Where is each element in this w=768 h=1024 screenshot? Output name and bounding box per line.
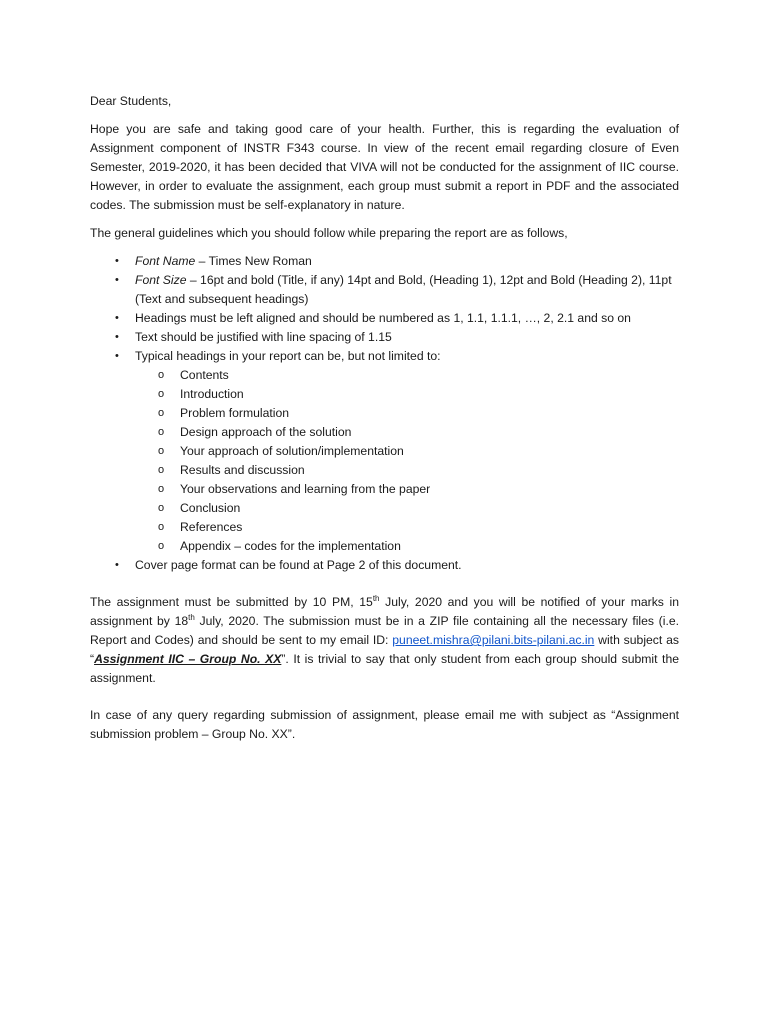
font-name-text: – Times New Roman — [195, 254, 312, 268]
cover-page-text: Cover page format can be found at Page 2 of this document. — [135, 558, 462, 572]
list-item — [90, 271, 679, 309]
sub-list-text: Problem formulation — [180, 406, 290, 420]
bullet-icon: • — [115, 350, 119, 362]
sub-list-item — [135, 366, 679, 385]
sub-list-text: Introduction — [180, 387, 244, 401]
document-page — [90, 92, 679, 744]
list-item — [90, 556, 679, 575]
sub-list-text: Design approach of the solution — [180, 425, 352, 439]
font-size-label: Font Size — [135, 273, 187, 287]
query-paragraph: In case of any query regarding submission of assignment, please email me with subject as “Assignment submission problem – Group No. XX”. — [90, 708, 679, 741]
sub-list-item — [135, 385, 679, 404]
circle-bullet-icon: o — [158, 464, 165, 476]
circle-bullet-icon: o — [158, 426, 165, 438]
bullet-icon: • — [115, 331, 119, 343]
deadline-text: July, 2020. The submission must be in a ZIP file containing all the necessary files (i.e. Report and Codes) and should be sent to my email ID: — [90, 614, 680, 647]
sub-list-item — [135, 499, 679, 518]
salutation: Dear Students, — [90, 94, 172, 108]
deadline-text: July, 2020 and you will be notified of your marks in assignment by 18 — [90, 595, 679, 628]
circle-bullet-icon: o — [158, 445, 165, 457]
circle-bullet-icon: o — [158, 407, 165, 419]
intro-paragraph: Hope you are safe and taking good care of your health. Further, this is regarding the evaluation of Assignment component of INSTR F343 course. In view of the recent email regarding closure of Even Semester, 2019-2020, it has been decided that VIVA will not be conducted for the assignment of IIC course. However, in order to evaluate the assignment, each group must submit a report in PDF and the associated codes. The submission must be self-explanatory in nature. — [90, 122, 679, 212]
sub-list-text: Contents — [180, 368, 229, 382]
sub-list-text: Results and discussion — [180, 463, 305, 477]
sub-list-item — [135, 404, 679, 423]
text-justified-text: Text should be justified with line spacing of 1.15 — [135, 330, 392, 344]
bullet-icon: • — [115, 312, 119, 324]
sub-list-text: Your approach of solution/implementation — [180, 444, 404, 458]
deadline-text: ”. It is trivial to say that only student from each group should submit the assignment. — [90, 652, 679, 685]
deadline-paragraph — [90, 593, 679, 688]
sub-list-text: Your observations and learning from the paper — [180, 482, 431, 496]
email-subject: Assignment IIC – Group No. XX — [94, 652, 282, 666]
sub-list-text: References — [180, 520, 243, 534]
bullet-icon: • — [115, 559, 119, 571]
deadline-text: with subject as “ — [90, 633, 679, 666]
font-size-text: – 16pt and bold (Title, if any) 14pt and Bold, (Heading 1), 12pt and Bold (Heading 2), 11pt (Text and subsequent headings) — [135, 273, 672, 306]
deadline-text: The assignment must be submitted by 10 PM, 15 — [90, 595, 373, 609]
circle-bullet-icon: o — [158, 369, 165, 381]
circle-bullet-icon: o — [158, 483, 165, 495]
guidelines-list — [90, 252, 679, 575]
circle-bullet-icon: o — [158, 521, 165, 533]
ordinal-suffix: th — [188, 612, 195, 622]
sub-list-item — [135, 461, 679, 480]
circle-bullet-icon: o — [158, 540, 165, 552]
sub-list-item — [135, 537, 679, 556]
circle-bullet-icon: o — [158, 388, 165, 400]
email-link[interactable]: puneet.mishra@pilani.bits-pilani.ac.in — [392, 633, 595, 647]
bullet-icon: • — [115, 274, 119, 286]
sub-list-item — [135, 442, 679, 461]
font-name-label: Font Name — [135, 254, 196, 268]
list-item — [90, 347, 679, 556]
typical-headings-text: Typical headings in your report can be, but not limited to: — [135, 349, 441, 363]
sub-list-item — [135, 518, 679, 537]
headings-alignment-text: Headings must be left aligned and should be numbered as 1, 1.1, 1.1.1, …, 2, 2.1 and so on — [135, 311, 631, 325]
sub-list-text: Conclusion — [180, 501, 241, 515]
list-item — [90, 328, 679, 347]
ordinal-suffix: th — [372, 593, 380, 603]
circle-bullet-icon: o — [158, 502, 165, 514]
sub-list-item — [135, 480, 679, 499]
bullet-icon: • — [115, 255, 119, 267]
guidelines-intro: The general guidelines which you should follow while preparing the report are as follows, — [90, 226, 568, 240]
list-item — [90, 252, 679, 271]
list-item — [90, 309, 679, 328]
headings-sublist — [135, 366, 679, 556]
sub-list-item — [135, 423, 679, 442]
sub-list-text: Appendix – codes for the implementation — [180, 539, 401, 553]
